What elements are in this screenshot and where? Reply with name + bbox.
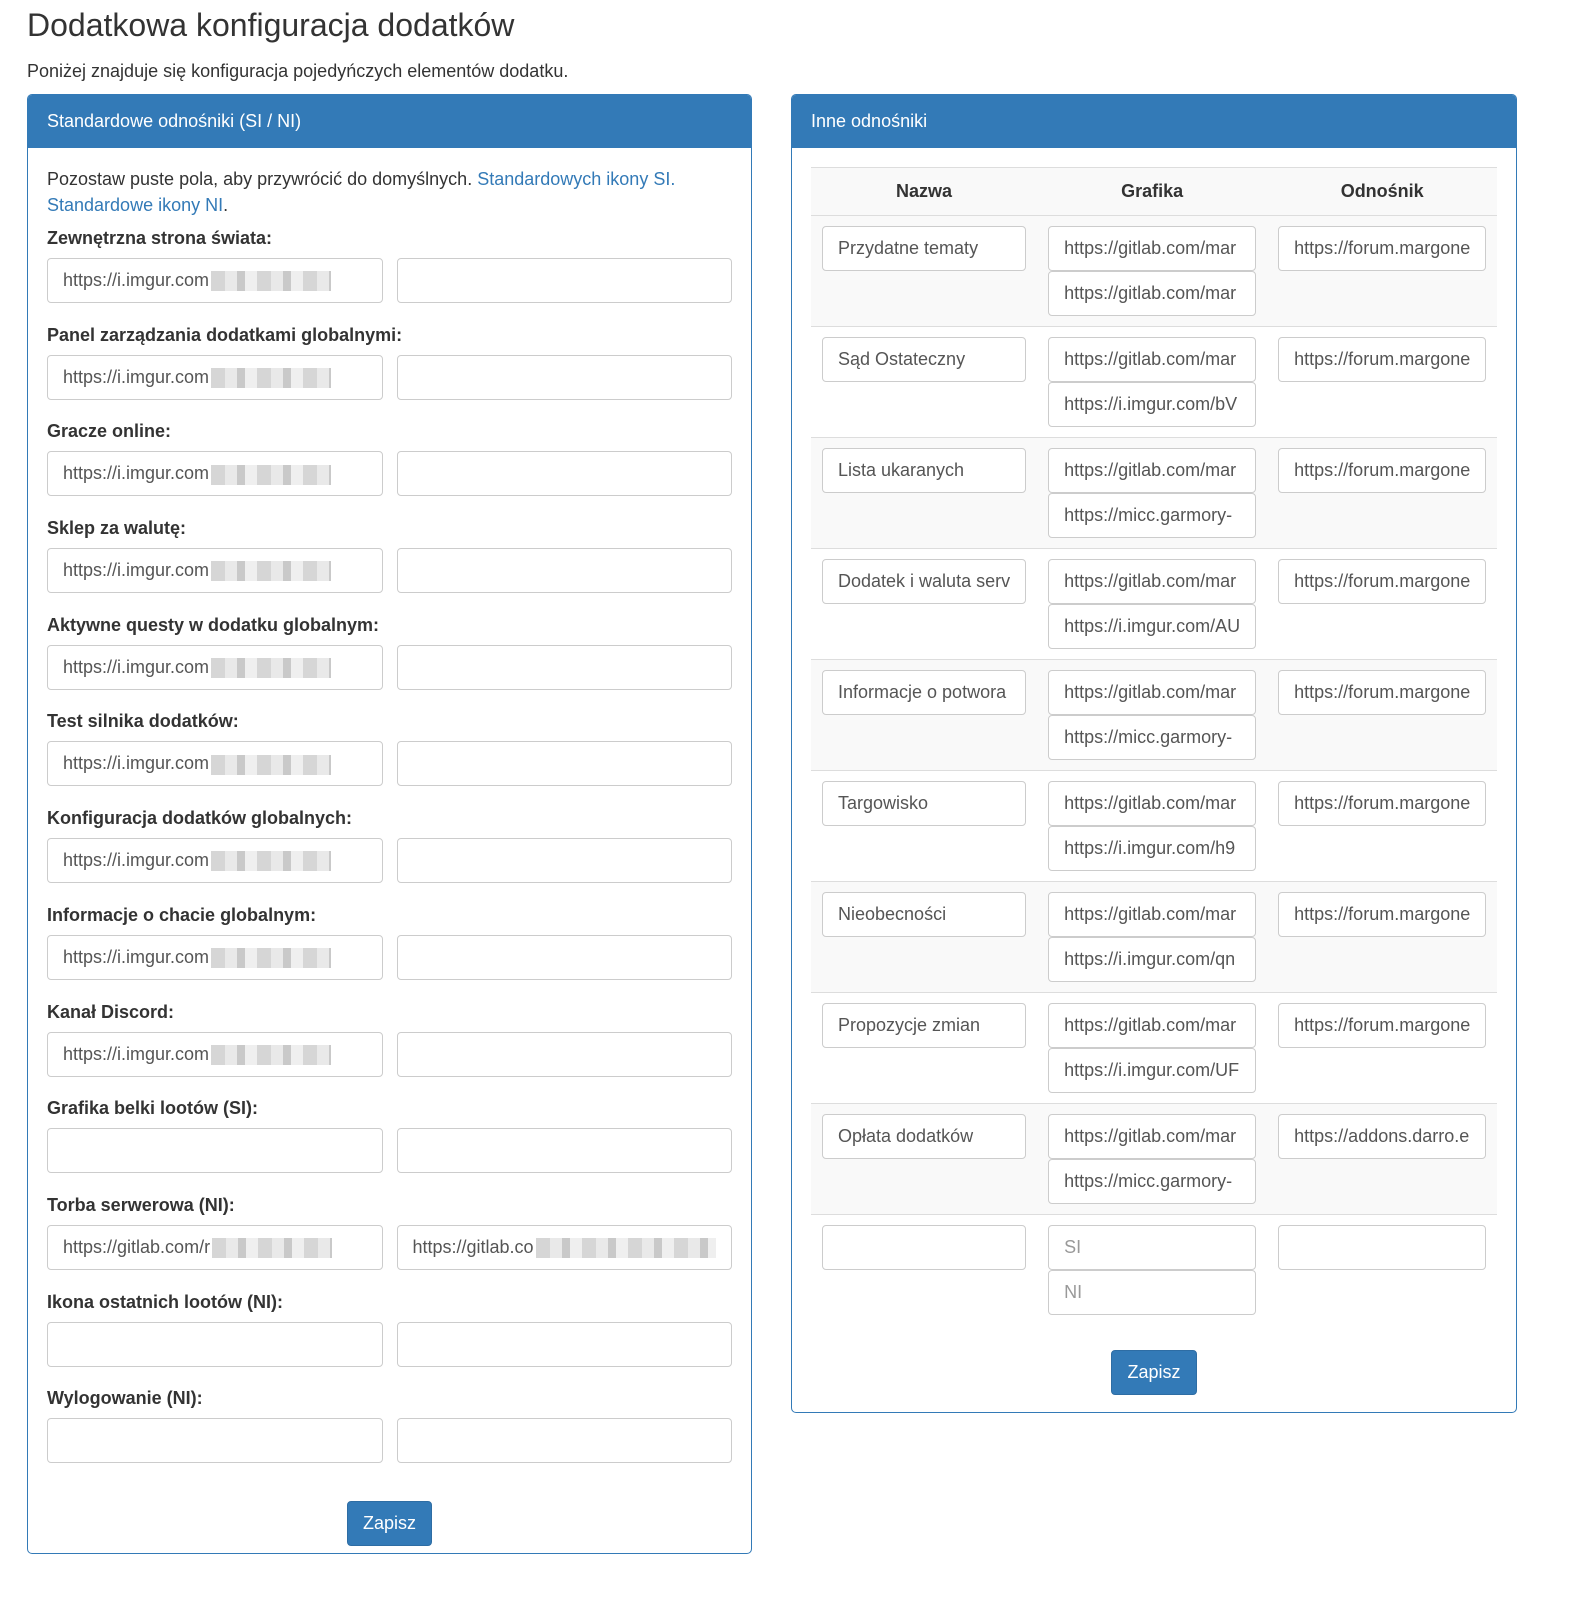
standard-links-panel [27,94,752,1554]
form-group [47,1195,732,1292]
redacted-content [211,1045,331,1065]
graphic-ni-input[interactable]: https://i.imgur.com/bV [1048,382,1256,427]
redacted-content [211,465,331,485]
table-row [811,438,1497,549]
link-name-input[interactable]: Opłata dodatków [822,1114,1026,1159]
graphic-si-input[interactable]: https://gitlab.com/mar [1048,892,1256,937]
form-group [47,1292,732,1389]
link-name-input[interactable]: Targowisko [822,781,1026,826]
ni-url-input[interactable] [397,1032,733,1077]
table-row [811,216,1497,327]
link-url-input[interactable]: https://forum.margone [1278,448,1486,493]
new-link-name-input[interactable] [822,1225,1026,1270]
table-row [811,993,1497,1104]
link-url-input[interactable]: https://forum.margone [1278,781,1486,826]
form-group [47,711,732,808]
form-group [47,808,732,905]
link-name-input[interactable]: Dodatek i waluta serv [822,559,1026,604]
column-header: Nazwa [811,168,1037,216]
si-url-input[interactable] [47,1418,383,1463]
field-label: Zewnętrzna strona świata: [47,228,273,248]
graphic-ni-input[interactable]: https://i.imgur.com/h9 [1048,826,1256,871]
graphic-ni-input[interactable]: https://gitlab.com/mar [1048,271,1256,316]
link-url-input[interactable]: https://forum.margone [1278,892,1486,937]
ni-url-input[interactable] [397,838,733,883]
hint-text: Pozostaw puste pola, aby przywrócić do domyślnych. Standardowych ikony SI. Standardowe ikony NI. [47,169,676,215]
page-title: Dodatkowa konfiguracja dodatków [27,7,515,43]
link-url-input[interactable]: https://addons.darro.e [1278,1114,1486,1159]
form-group [47,518,732,615]
ni-url-input[interactable] [397,645,733,690]
other-links-panel [791,94,1517,1413]
si-url-input[interactable]: https://i.imgur.com [47,258,383,303]
graphic-ni-input[interactable]: https://micc.garmory- [1048,1159,1256,1204]
table-row [811,882,1497,993]
table-row [811,660,1497,771]
graphic-si-input[interactable]: https://gitlab.com/mar [1048,226,1256,271]
si-url-input[interactable]: https://i.imgur.com [47,935,383,980]
field-label: Grafika belki lootów (SI): [47,1098,259,1119]
table-row [811,549,1497,660]
save-button[interactable]: Zapisz [347,1501,432,1546]
form-group [47,1098,732,1195]
form-group [47,1002,732,1099]
link-url-input[interactable]: https://forum.margone [1278,337,1486,382]
page-lead: Poniżej znajduje się konfiguracja pojedyńczych elementów dodatku. [27,61,569,81]
form-group [47,615,732,712]
graphic-ni-input[interactable]: https://micc.garmory- [1048,493,1256,538]
ni-url-input[interactable] [397,258,733,303]
ni-url-input[interactable] [397,451,733,496]
standard-ni-icons-link[interactable]: Standardowe ikony NI [47,195,224,215]
graphic-si-input[interactable]: https://gitlab.com/mar [1048,559,1256,604]
link-name-input[interactable]: Nieobecności [822,892,1026,937]
new-graphic-si-input[interactable]: SI [1048,1225,1256,1270]
si-url-input[interactable]: https://i.imgur.com [47,548,383,593]
panel-heading: Standardowe odnośniki (SI / NI) [28,95,751,148]
ni-url-input[interactable] [397,355,733,400]
si-url-input[interactable]: https://i.imgur.com [47,451,383,496]
si-url-input[interactable] [47,1322,383,1367]
graphic-si-input[interactable]: https://gitlab.com/mar [1048,670,1256,715]
table-row [811,1104,1497,1215]
redacted-content [536,1238,716,1258]
redacted-content [212,1238,332,1258]
form-group [47,325,732,422]
ni-url-input[interactable] [397,1128,733,1173]
si-url-input[interactable]: https://i.imgur.com [47,1032,383,1077]
ni-url-input[interactable] [397,548,733,593]
field-label: Wylogowanie (NI): [47,1388,203,1409]
field-label: Informacje o chacie globalnym: [47,904,317,925]
link-name-input[interactable]: Informacje o potwora [822,670,1026,715]
field-label: Torba serwerowa (NI): [47,1194,235,1215]
ni-url-input[interactable]: https://gitlab.co [397,1225,733,1270]
graphic-ni-input[interactable]: https://i.imgur.com/qn [1048,937,1256,982]
field-label: Aktywne questy w dodatku globalnym: [47,614,380,635]
link-name-input[interactable]: Przydatne tematy [822,226,1026,271]
column-header: Grafika [1037,168,1267,216]
new-link-url-input[interactable] [1278,1225,1486,1270]
ni-url-input[interactable] [397,1322,733,1367]
redacted-content [211,368,331,388]
form-group [47,228,732,325]
si-url-input[interactable]: https://i.imgur.com [47,838,383,883]
new-graphic-ni-input[interactable]: NI [1048,1270,1256,1315]
link-name-input[interactable]: Lista ukaranych [822,448,1026,493]
link-url-input[interactable]: https://forum.margone [1278,670,1486,715]
redacted-content [211,948,331,968]
link-url-input[interactable]: https://forum.margone [1278,559,1486,604]
table-row [811,771,1497,882]
si-url-input[interactable]: https://i.imgur.com [47,355,383,400]
redacted-content [211,658,331,678]
table-row [811,327,1497,438]
graphic-si-input[interactable]: https://gitlab.com/mar [1048,448,1256,493]
si-url-input[interactable]: https://gitlab.com/r [47,1225,383,1270]
column-header: Odnośnik [1267,168,1497,216]
field-label: Test silnika dodatków: [47,711,239,732]
link-url-input[interactable]: https://forum.margone [1278,1003,1486,1048]
redacted-content [211,271,331,291]
links-table [811,167,1497,1326]
form-group [47,421,732,518]
field-label: Konfiguracja dodatków globalnych: [47,808,353,829]
redacted-content [211,755,331,775]
graphic-si-input[interactable]: https://gitlab.com/mar [1048,1003,1256,1048]
save-button[interactable]: Zapisz [1111,1350,1196,1395]
link-name-input[interactable]: Propozycje zmian [822,1003,1026,1048]
field-label: Sklep za walutę: [47,518,187,539]
si-url-input[interactable]: https://i.imgur.com [47,741,383,786]
redacted-content [211,561,331,581]
standard-si-icons-link[interactable]: Standardowych ikony SI. [477,169,676,189]
graphic-si-input[interactable]: https://gitlab.com/mar [1048,1114,1256,1159]
ni-url-input[interactable] [397,1418,733,1463]
field-label: Ikona ostatnich lootów (NI): [47,1291,283,1312]
form-group [47,905,732,1002]
form-group [47,1388,732,1485]
graphic-ni-input[interactable]: https://micc.garmory- [1048,715,1256,760]
panel-heading: Inne odnośniki [792,95,1516,148]
link-name-input[interactable]: Sąd Ostateczny [822,337,1026,382]
new-link-row [811,1215,1497,1326]
si-url-input[interactable] [47,1128,383,1173]
link-url-input[interactable]: https://forum.margone [1278,226,1486,271]
field-label: Kanał Discord: [47,1001,175,1022]
graphic-ni-input[interactable]: https://i.imgur.com/AU [1048,604,1256,649]
graphic-ni-input[interactable]: https://i.imgur.com/UF [1048,1048,1256,1093]
ni-url-input[interactable] [397,741,733,786]
graphic-si-input[interactable]: https://gitlab.com/mar [1048,781,1256,826]
si-url-input[interactable]: https://i.imgur.com [47,645,383,690]
ni-url-input[interactable] [397,935,733,980]
field-label: Gracze online: [47,421,172,442]
graphic-si-input[interactable]: https://gitlab.com/mar [1048,337,1256,382]
redacted-content [211,851,331,871]
field-label: Panel zarządzania dodatkami globalnymi: [47,324,403,345]
